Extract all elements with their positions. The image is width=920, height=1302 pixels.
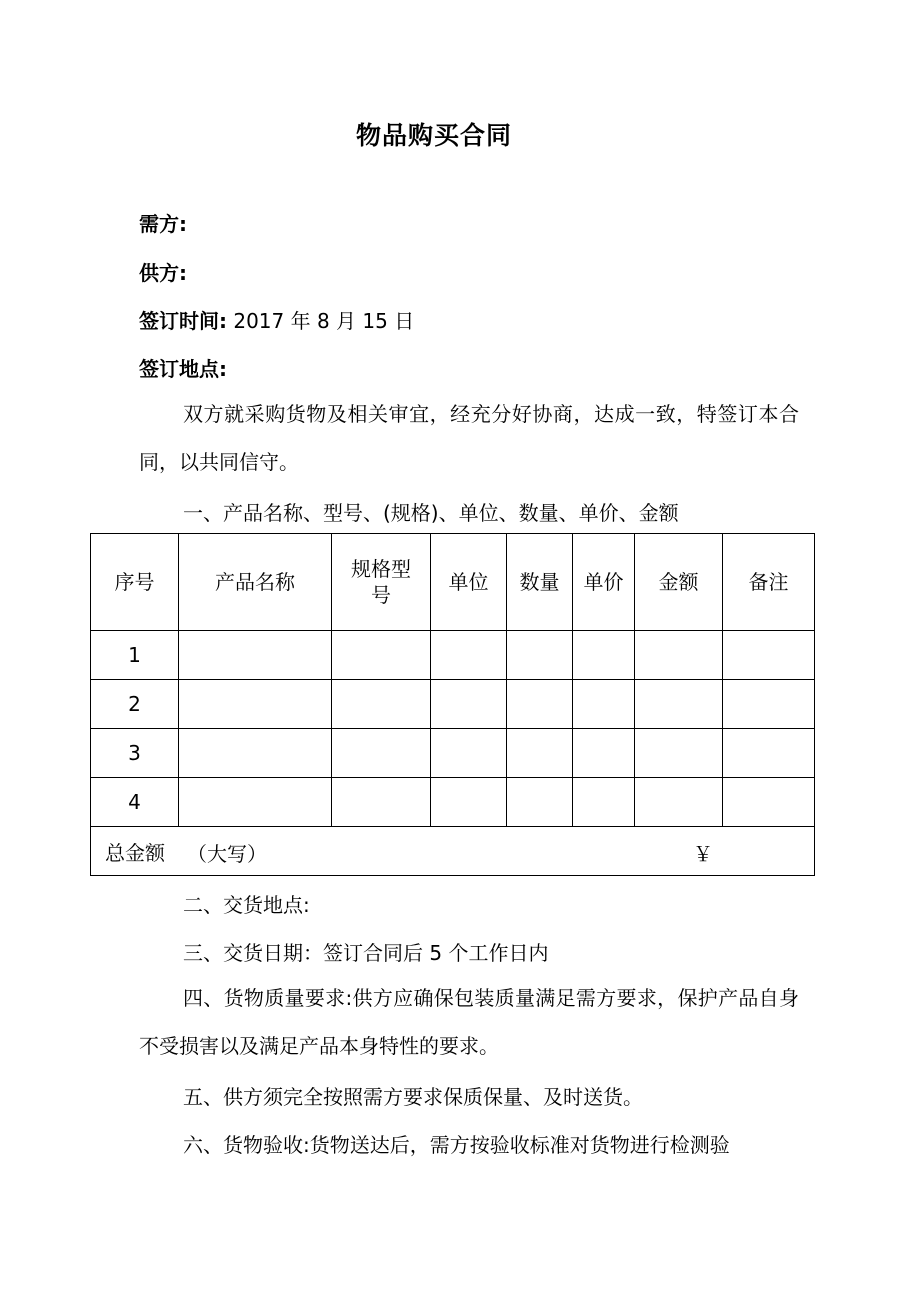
clause-6: 六、货物验收:货物送达后，需方按验收标准对货物进行检测验 — [183, 1133, 730, 1157]
cell-qty[interactable] — [507, 729, 573, 778]
sign-place-field — [139, 353, 227, 382]
cell-price[interactable] — [573, 729, 635, 778]
row-no: 4 — [91, 778, 179, 827]
clause-5: 五、供方须完全按照需方要求保质保量、及时送货。 — [183, 1085, 643, 1109]
header-unit: 单位 — [431, 534, 507, 631]
header-remark: 备注 — [723, 534, 815, 631]
clause-4: 四、货物质量要求:供方应确保包装质量满足需方要求，保护产品自身不受损害以及满足产品本身特性的要求。 — [139, 986, 799, 1058]
header-no: 序号 — [91, 534, 179, 631]
intro-paragraph: 双方就采购货物及相关审宜，经充分好协商，达成一致，特签订本合同，以共同信守。 — [139, 402, 799, 474]
header-name: 产品名称 — [179, 534, 332, 631]
clause-1: 一、产品名称、型号、(规格)、单位、数量、单价、金额 — [183, 501, 679, 525]
sign-place-label: 签订地点: — [139, 357, 227, 381]
header-spec-line1: 规格型 — [351, 557, 411, 581]
cell-unit[interactable] — [431, 680, 507, 729]
cell-amount[interactable] — [635, 778, 723, 827]
product-table — [90, 533, 815, 876]
row-no: 1 — [91, 631, 179, 680]
page-title: 物品购买合同 — [355, 121, 512, 150]
cell-spec[interactable] — [332, 778, 431, 827]
table-row — [91, 778, 815, 827]
cell-amount[interactable] — [635, 729, 723, 778]
row-no: 3 — [91, 729, 179, 778]
cell-name[interactable] — [179, 680, 332, 729]
cell-name[interactable] — [179, 631, 332, 680]
supplier-label: 供方: — [139, 261, 187, 285]
cell-price[interactable] — [573, 631, 635, 680]
table-row — [91, 631, 815, 680]
clause-2: 二、交货地点: — [183, 893, 310, 917]
total-row — [91, 827, 815, 876]
supplier-field — [139, 257, 187, 286]
header-spec-line2: 号 — [371, 583, 391, 607]
cell-spec[interactable] — [332, 631, 431, 680]
table-row — [91, 680, 815, 729]
total-cell — [91, 827, 815, 876]
cell-remark[interactable] — [723, 680, 815, 729]
buyer-label: 需方: — [139, 212, 187, 236]
header-price: 单价 — [573, 534, 635, 631]
cell-unit[interactable] — [431, 729, 507, 778]
sign-time-label: 签订时间: — [139, 309, 227, 333]
cell-unit[interactable] — [431, 778, 507, 827]
cell-remark[interactable] — [723, 729, 815, 778]
row-no: 2 — [91, 680, 179, 729]
table-header-row — [91, 534, 815, 631]
cell-remark[interactable] — [723, 631, 815, 680]
cell-name[interactable] — [179, 778, 332, 827]
header-qty: 数量 — [507, 534, 573, 631]
sign-time-value: 2017 年 8 月 15 日 — [227, 309, 415, 333]
sign-time-field — [139, 305, 414, 334]
cell-qty[interactable] — [507, 631, 573, 680]
header-spec — [332, 534, 431, 631]
cell-amount[interactable] — [635, 680, 723, 729]
cell-amount[interactable] — [635, 631, 723, 680]
total-label: 总金额 — [105, 840, 165, 865]
cell-price[interactable] — [573, 778, 635, 827]
total-yuan-sign: ￥ — [693, 842, 713, 866]
cell-remark[interactable] — [723, 778, 815, 827]
buyer-field — [139, 208, 187, 237]
table-row — [91, 729, 815, 778]
cell-spec[interactable] — [332, 729, 431, 778]
cell-qty[interactable] — [507, 778, 573, 827]
cell-price[interactable] — [573, 680, 635, 729]
total-words-label: （大写） — [187, 842, 267, 866]
clause-3: 三、交货日期：签订合同后 5 个工作日内 — [183, 941, 549, 965]
header-amount: 金额 — [635, 534, 723, 631]
cell-qty[interactable] — [507, 680, 573, 729]
cell-unit[interactable] — [431, 631, 507, 680]
cell-spec[interactable] — [332, 680, 431, 729]
cell-name[interactable] — [179, 729, 332, 778]
